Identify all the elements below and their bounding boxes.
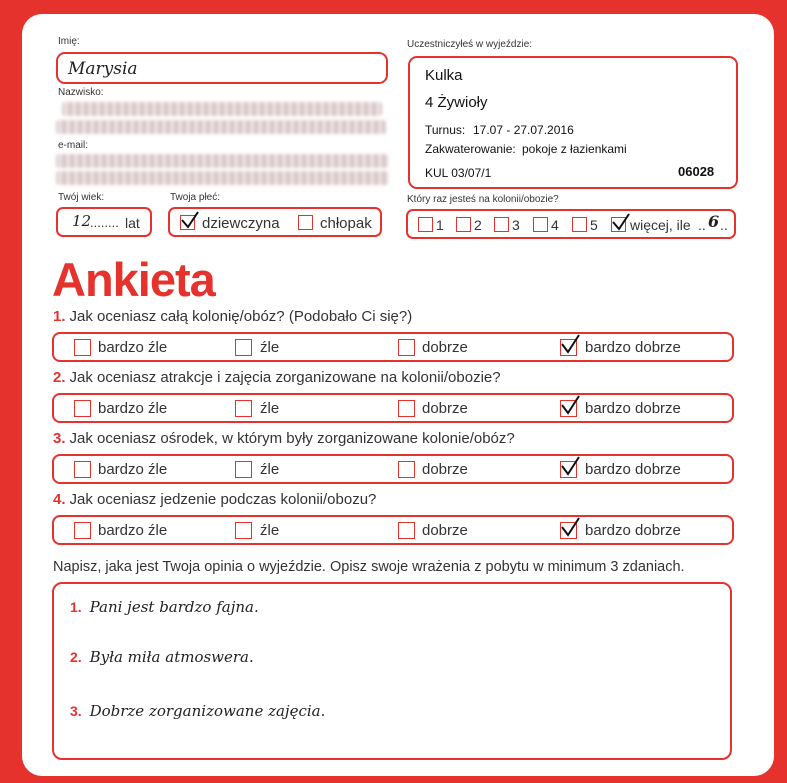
check-mark-icon bbox=[179, 210, 201, 232]
answer-label: źle bbox=[260, 339, 280, 356]
opinion-item-2 bbox=[70, 648, 254, 666]
question-text-2 bbox=[53, 369, 501, 386]
email-label: e-mail: bbox=[58, 140, 89, 151]
checkbox-male[interactable] bbox=[298, 215, 313, 230]
times-more-dots-after: .. bbox=[720, 217, 728, 233]
trip-box bbox=[408, 56, 738, 189]
answer-checkbox-1-3[interactable] bbox=[398, 339, 415, 356]
opinion-box[interactable] bbox=[52, 582, 732, 760]
question-label: Jak oceniasz atrakcje i zajęcia zorganizowane na kolonii/obozie? bbox=[69, 369, 501, 386]
times-label-1: 1 bbox=[436, 217, 444, 233]
question-text-1 bbox=[53, 308, 412, 325]
times-label-5: 5 bbox=[590, 217, 598, 233]
check-mark-icon bbox=[559, 517, 581, 539]
email-redacted bbox=[56, 154, 388, 168]
answer-checkbox-3-2[interactable] bbox=[235, 461, 252, 478]
answer-label: bardzo dobrze bbox=[585, 339, 681, 356]
opinion-num-2: 2. bbox=[70, 649, 82, 665]
times-label-2: 2 bbox=[474, 217, 482, 233]
opinion-prompt: Napisz, jaka jest Twoja opinia o wyjeździe. Opisz swoje wrażenia z pobytu w minimum 3 zdaniach. bbox=[53, 559, 685, 575]
check-mark-icon bbox=[559, 395, 581, 417]
survey-title: Ankieta bbox=[52, 253, 215, 306]
trip-number: 06028 bbox=[678, 164, 715, 179]
age-unit: lat bbox=[125, 215, 140, 231]
answer-label: dobrze bbox=[422, 339, 468, 356]
times-checkbox-more[interactable] bbox=[611, 217, 626, 232]
times-checkbox-1[interactable] bbox=[418, 217, 433, 232]
trip-line-2: 4 Żywioły bbox=[425, 94, 488, 111]
question-num: 3. bbox=[53, 430, 66, 447]
question-text-4 bbox=[53, 491, 376, 508]
opinion-text-2: Była miła atmoswera. bbox=[89, 648, 254, 666]
answer-checkbox-2-1[interactable] bbox=[74, 400, 91, 417]
question-label: Jak oceniasz jedzenie podczas kolonii/obozu? bbox=[69, 491, 377, 508]
question-label: Jak oceniasz całą kolonię/obóz? (Podobało Ci się?) bbox=[69, 308, 413, 325]
times-more-value: 6 bbox=[708, 212, 720, 231]
opinion-item-3 bbox=[70, 702, 325, 720]
trip-line-1: Kulka bbox=[425, 67, 463, 84]
name-field[interactable] bbox=[56, 52, 388, 84]
gender-male-label: chłopak bbox=[320, 215, 372, 232]
times-checkbox-2[interactable] bbox=[456, 217, 471, 232]
answer-label: źle bbox=[260, 461, 280, 478]
times-more-dots: .. bbox=[698, 217, 706, 233]
times-checkbox-4[interactable] bbox=[533, 217, 548, 232]
answer-checkbox-2-4[interactable] bbox=[560, 400, 577, 417]
answer-checkbox-4-4[interactable] bbox=[560, 522, 577, 539]
name-value: Marysia bbox=[68, 59, 138, 79]
answer-checkbox-2-2[interactable] bbox=[235, 400, 252, 417]
answer-checkbox-4-2[interactable] bbox=[235, 522, 252, 539]
turnus-label: Turnus: bbox=[425, 123, 466, 137]
answer-checkbox-2-3[interactable] bbox=[398, 400, 415, 417]
answer-label: bardzo źle bbox=[98, 461, 168, 478]
answer-label: bardzo dobrze bbox=[585, 522, 681, 539]
answer-checkbox-3-1[interactable] bbox=[74, 461, 91, 478]
question-num: 2. bbox=[53, 369, 66, 386]
survey-card bbox=[22, 14, 774, 776]
answer-label: dobrze bbox=[422, 522, 468, 539]
answer-checkbox-1-1[interactable] bbox=[74, 339, 91, 356]
times-field bbox=[406, 209, 736, 239]
gender-label: Twoja płeć: bbox=[170, 192, 221, 203]
age-dots: ........ bbox=[90, 215, 119, 230]
gender-field bbox=[168, 207, 382, 237]
times-label-3: 3 bbox=[512, 217, 520, 233]
answer-checkbox-4-1[interactable] bbox=[74, 522, 91, 539]
check-mark-icon bbox=[559, 456, 581, 478]
answer-label: dobrze bbox=[422, 461, 468, 478]
checkbox-female[interactable] bbox=[180, 215, 195, 230]
accommodation-value: pokoje z łazienkami bbox=[522, 142, 627, 156]
answer-label: źle bbox=[260, 400, 280, 417]
opinion-text-1: Pani jest bardzo fajna. bbox=[89, 598, 259, 616]
name-label: Imię: bbox=[58, 36, 80, 47]
trip-label: Uczestniczyłeś w wyjeździe: bbox=[407, 39, 533, 50]
answer-checkbox-1-4[interactable] bbox=[560, 339, 577, 356]
age-value: 12 bbox=[72, 212, 92, 230]
answer-label: bardzo źle bbox=[98, 400, 168, 417]
answer-label: źle bbox=[260, 522, 280, 539]
accommodation-label: Zakwaterowanie: bbox=[425, 142, 516, 156]
answer-checkbox-4-3[interactable] bbox=[398, 522, 415, 539]
answer-label: dobrze bbox=[422, 400, 468, 417]
answer-label: bardzo dobrze bbox=[585, 461, 681, 478]
surname-redacted bbox=[62, 102, 382, 116]
answer-checkbox-3-3[interactable] bbox=[398, 461, 415, 478]
answer-checkbox-3-4[interactable] bbox=[560, 461, 577, 478]
question-num: 4. bbox=[53, 491, 66, 508]
times-checkbox-3[interactable] bbox=[494, 217, 509, 232]
age-field[interactable] bbox=[56, 207, 152, 237]
opinion-text-3: Dobrze zorganizowane zajęcia. bbox=[89, 702, 326, 720]
opinion-num-1: 1. bbox=[70, 599, 82, 615]
answer-checkbox-1-2[interactable] bbox=[235, 339, 252, 356]
surname-redacted-2 bbox=[56, 120, 386, 134]
turnus-value: 17.07 - 27.07.2016 bbox=[473, 123, 574, 137]
age-label: Twój wiek: bbox=[58, 192, 105, 203]
question-num: 1. bbox=[53, 308, 66, 325]
check-mark-icon bbox=[559, 334, 581, 356]
question-label: Jak oceniasz ośrodek, w którym były zorganizowane kolonie/obóz? bbox=[69, 430, 515, 447]
answer-label: bardzo źle bbox=[98, 522, 168, 539]
answer-label: bardzo źle bbox=[98, 339, 168, 356]
opinion-num-3: 3. bbox=[70, 703, 82, 719]
times-label: Który raz jesteś na kolonii/obozie? bbox=[407, 194, 559, 205]
email-redacted-2 bbox=[56, 171, 388, 185]
gender-female-label: dziewczyna bbox=[202, 215, 280, 232]
surname-label: Nazwisko: bbox=[58, 87, 104, 98]
trip-code: KUL 03/07/1 bbox=[425, 166, 492, 180]
question-text-3 bbox=[53, 430, 515, 447]
opinion-item-1 bbox=[70, 598, 259, 616]
times-more-label: więcej, ile bbox=[630, 217, 691, 233]
answer-label: bardzo dobrze bbox=[585, 400, 681, 417]
check-mark-icon bbox=[610, 212, 632, 234]
times-checkbox-5[interactable] bbox=[572, 217, 587, 232]
times-label-4: 4 bbox=[551, 217, 559, 233]
